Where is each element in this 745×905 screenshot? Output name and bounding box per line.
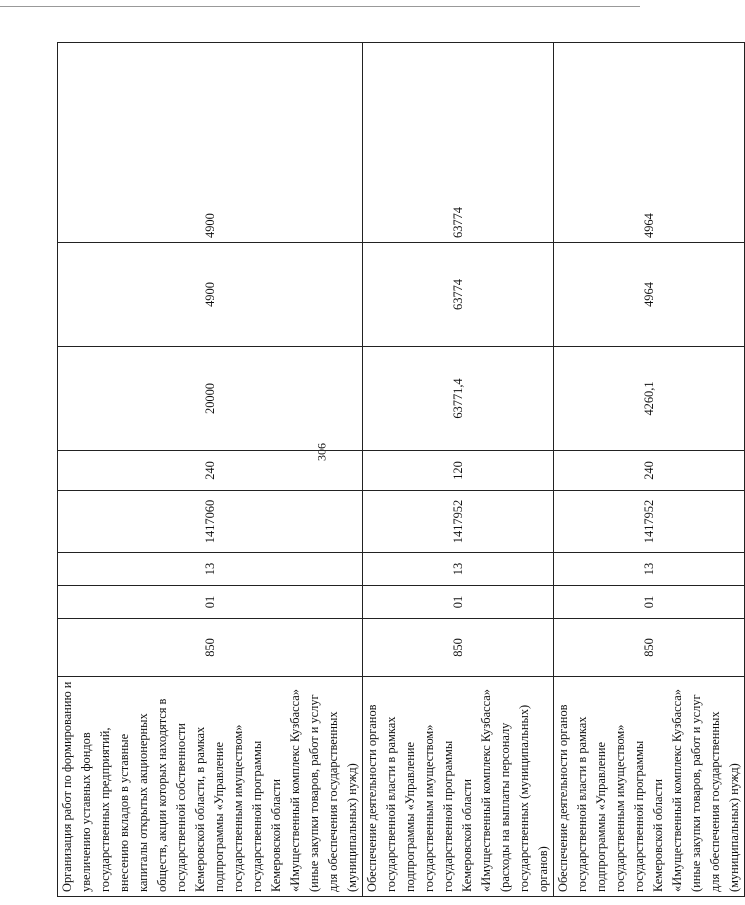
- agency-code-cell: 850: [554, 619, 745, 677]
- expense-type-cell: 240: [58, 451, 363, 491]
- table-row: [58, 43, 363, 897]
- rotated-page: [57, 43, 741, 897]
- amount-cell-1: 63771,4: [363, 347, 554, 451]
- section-cell: 01: [554, 586, 745, 619]
- table-row: [363, 43, 554, 897]
- amount-cell-2: 4900: [58, 243, 363, 347]
- page-number: 306: [314, 443, 329, 461]
- row-description: Организация работ по формированию и увеличению уставных фондов государственных предприятий, внесению вкладов в уставные капиталы открытых акционерных обществ, акции которых находятся в государственной собственности Кемеровской области, в рамках подпрограммы «Управление государственным имуществом» государственной программы Кемеровской области «Имущественный комплекс Кузбасса» (иные закупки товаров, работ и услуг для обеспечения государственных (муниципальных) нужд): [58, 677, 363, 897]
- budget-table: [57, 42, 745, 897]
- target-article-cell: 1417952: [363, 491, 554, 553]
- agency-code-cell: 850: [363, 619, 554, 677]
- table-row: [554, 43, 745, 897]
- agency-code-cell: 850: [58, 619, 363, 677]
- amount-cell-2: 63774: [363, 243, 554, 347]
- target-article-cell: 1417060: [58, 491, 363, 553]
- row-description: Обеспечение деятельности органов государственной власти в рамках подпрограммы «Управление государственным имуществом» государственной программы Кемеровской области «Имущественный комплекс Кузбасса» (расходы на выплаты персоналу государственных (муниципальных) органов): [363, 677, 554, 897]
- amount-cell-1: 20000: [58, 347, 363, 451]
- amount-cell-3: 63774: [363, 43, 554, 243]
- subsection-cell: 13: [554, 553, 745, 586]
- amount-cell-3: 4900: [58, 43, 363, 243]
- target-article-cell: 1417952: [554, 491, 745, 553]
- subsection-cell: 13: [58, 553, 363, 586]
- subsection-cell: 13: [363, 553, 554, 586]
- amount-cell-1: 4260,1: [554, 347, 745, 451]
- section-cell: 01: [363, 586, 554, 619]
- row-description: Обеспечение деятельности органов государственной власти в рамках подпрограммы «Управление государственным имуществом» государственной программы Кемеровской области «Имущественный комплекс Кузбасса» (иные закупки товаров, работ и услуг для обеспечения государственных (муниципальных) нужд): [554, 677, 745, 897]
- section-cell: 01: [58, 586, 363, 619]
- expense-type-cell: 120: [363, 451, 554, 491]
- amount-cell-3: 4964: [554, 43, 745, 243]
- top-border-line: [0, 6, 640, 7]
- amount-cell-2: 4964: [554, 243, 745, 347]
- expense-type-cell: 240: [554, 451, 745, 491]
